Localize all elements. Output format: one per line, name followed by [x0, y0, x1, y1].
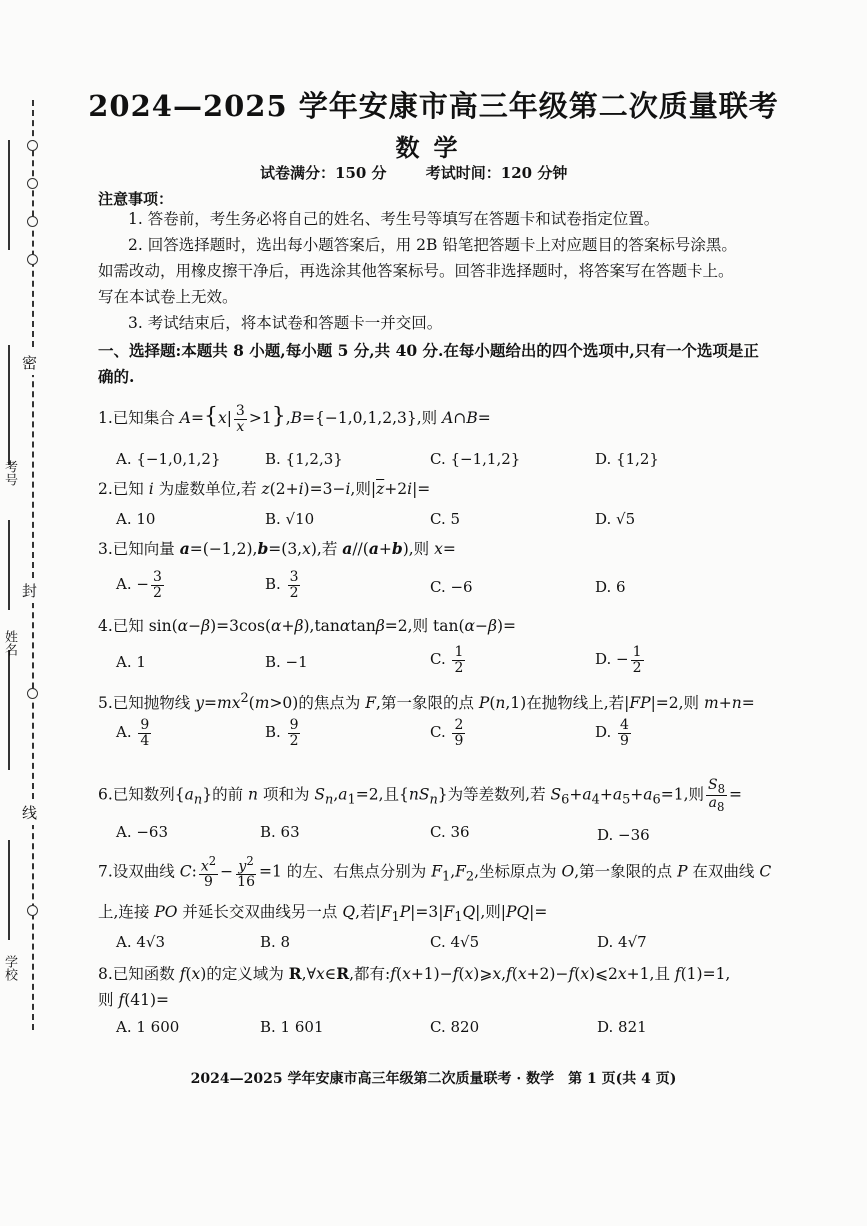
- binding-seal-char: 密: [22, 350, 37, 375]
- option-c: C. {−1,1,2}: [430, 450, 521, 468]
- option-d: D. − $\frac{1}{2}$: [595, 644, 642, 676]
- exam-title: 2024—2025 学年安康市高三年级第二次质量联考: [88, 89, 779, 123]
- option-c: C. 820: [430, 1018, 480, 1036]
- option-b: B. √10: [265, 510, 315, 528]
- option-c: C. 5: [430, 510, 461, 528]
- option-c: C. $\frac{2}{9}$: [430, 717, 464, 749]
- option-a: A. 1: [116, 653, 146, 671]
- option-c: C. 4√5: [430, 933, 480, 951]
- name-label: 姓名: [2, 630, 17, 656]
- option-a: A. {−1,0,1,2}: [116, 450, 221, 468]
- question-2: 2.已知 i 为虚数单位,若 z(2+i)=3−i,则$|\overline{z}+2i|=$: [98, 480, 431, 498]
- notice-item: 如需改动，用橡皮擦干净后，再选涂其他答案标号。回答非选择题时，将答案写在答题卡上。: [98, 262, 734, 280]
- option-d: D. $\frac{4}{9}$: [595, 717, 629, 749]
- binding-solid-line: [8, 650, 10, 770]
- subject-title: 数学: [395, 133, 472, 162]
- notice-item: 2. 回答选择题时，选出每小题答案后，用 2B 铅笔把答题卡上对应题目的答案标号涂黑。: [128, 236, 737, 254]
- examinee-number-label: 考号: [2, 460, 17, 486]
- full-score: 试卷满分：150 分: [260, 164, 387, 182]
- binding-hole: [27, 905, 38, 916]
- option-b: B. −1: [265, 653, 308, 671]
- option-a: A. 10: [116, 510, 156, 528]
- section-heading: 一、选择题:本题共 8 小题,每小题 5 分,共 40 分.在每小题给出的四个选项中,只有一个选项是正: [98, 341, 759, 360]
- option-a: A. $\frac{9}{4}$: [116, 717, 150, 749]
- school-label: 学校: [2, 955, 17, 981]
- notice-item: 3. 考试结束后，将本试卷和答题卡一并交回。: [128, 314, 443, 332]
- notice-heading: 注意事项：: [98, 190, 174, 208]
- binding-solid-line: [8, 520, 10, 610]
- option-b: B. 8: [260, 933, 291, 951]
- option-c: C. 36: [430, 823, 470, 841]
- section-heading-cont: 确的.: [98, 367, 135, 386]
- question-7: 7.设双曲线 C: $\frac{x^2}{9}$ − $\frac{y^2}{16}$ =1 的左、右焦点分别为 $F_1,F_2$,坐标原点为 O,第一象限的点 P 在双曲线 C: [98, 854, 772, 891]
- binding-hole: [27, 178, 38, 189]
- binding-hole: [27, 254, 38, 265]
- notice-item: 写在本试卷上无效。: [98, 288, 238, 306]
- question-5: 5.已知抛物线 $y=mx^2(m>0)$的焦点为 F,第一象限的点 P(n,1)在抛物线上,若|FP|=2,则 m+n=: [98, 691, 755, 713]
- question-3: 3.已知向量 a=(−1,2),b=(3,x),若 a//(a+b),则 x=: [98, 539, 456, 558]
- option-b: B. 1 601: [260, 1018, 324, 1036]
- option-d: D. 821: [597, 1018, 647, 1036]
- option-a: A. 1 600: [116, 1018, 180, 1036]
- binding-dashed-line: [32, 100, 34, 1030]
- option-b: B. 63: [260, 823, 300, 841]
- binding-solid-line: [8, 840, 10, 940]
- question-8: 8.已知函数 f(x)的定义域为 R,∀x∈R,都有:f(x+1)−f(x)⩾x,f(x+2)−f(x)⩽2x+1,且 f(1)=1,: [98, 964, 731, 983]
- question-1: 1.已知集合 A={x| $\frac{3}{x}$ >1},B={−1,0,1,2,3},则 A∩B=: [98, 403, 491, 435]
- option-c: C. −6: [430, 578, 473, 596]
- option-d: D. 6: [595, 578, 626, 596]
- binding-hole: [27, 216, 38, 227]
- option-d: D. −36: [597, 826, 650, 844]
- option-b: B. $\frac{3}{2}$: [265, 569, 299, 601]
- page-footer: 2024—2025 学年安康市高三年级第二次质量联考 · 数学 第 1 页(共 4 页): [190, 1071, 677, 1087]
- question-8-cont: 则 f(41)=: [98, 991, 169, 1009]
- option-c: C. $\frac{1}{2}$: [430, 644, 464, 676]
- exam-meta: [260, 162, 601, 183]
- option-d: D. 4√7: [597, 933, 647, 951]
- option-a: A. − $\frac{3}{2}$: [116, 569, 162, 601]
- option-a: A. −63: [116, 823, 169, 841]
- option-b: B. {1,2,3}: [265, 450, 343, 468]
- question-6: 6.已知数列$\{a_n\}$的前 n 项和为 $S_n,a_1=2$,且$\{nS_n\}$为等差数列,若 $S_6+a_4+a_5+a_6=1$,则 $\frac{S_8}{a_8}$ =: [98, 777, 743, 814]
- option-a: A. 4√3: [116, 933, 166, 951]
- binding-hole: [27, 688, 38, 699]
- option-b: B. $\frac{9}{2}$: [265, 717, 299, 749]
- option-d: D. {1,2}: [595, 450, 659, 468]
- binding-seal-char: 封: [22, 578, 37, 603]
- binding-solid-line: [8, 345, 10, 465]
- option-d: D. √5: [595, 510, 636, 528]
- binding-seal-char: 线: [22, 800, 37, 825]
- question-7-cont: 上,连接 PO 并延长交双曲线另一点 Q,若$|F_1P|=3|F_1Q|$,则|PQ|=: [98, 903, 548, 926]
- notice-item: 1. 答卷前，考生务必将自己的姓名、考生号等填写在答题卡和试卷指定位置。: [128, 210, 660, 228]
- question-4: 4.已知 sin(α−β)=3cos(α+β),tanαtanβ=2,则 tan(α−β)=: [98, 617, 516, 635]
- exam-time: 考试时间：120 分钟: [425, 164, 568, 182]
